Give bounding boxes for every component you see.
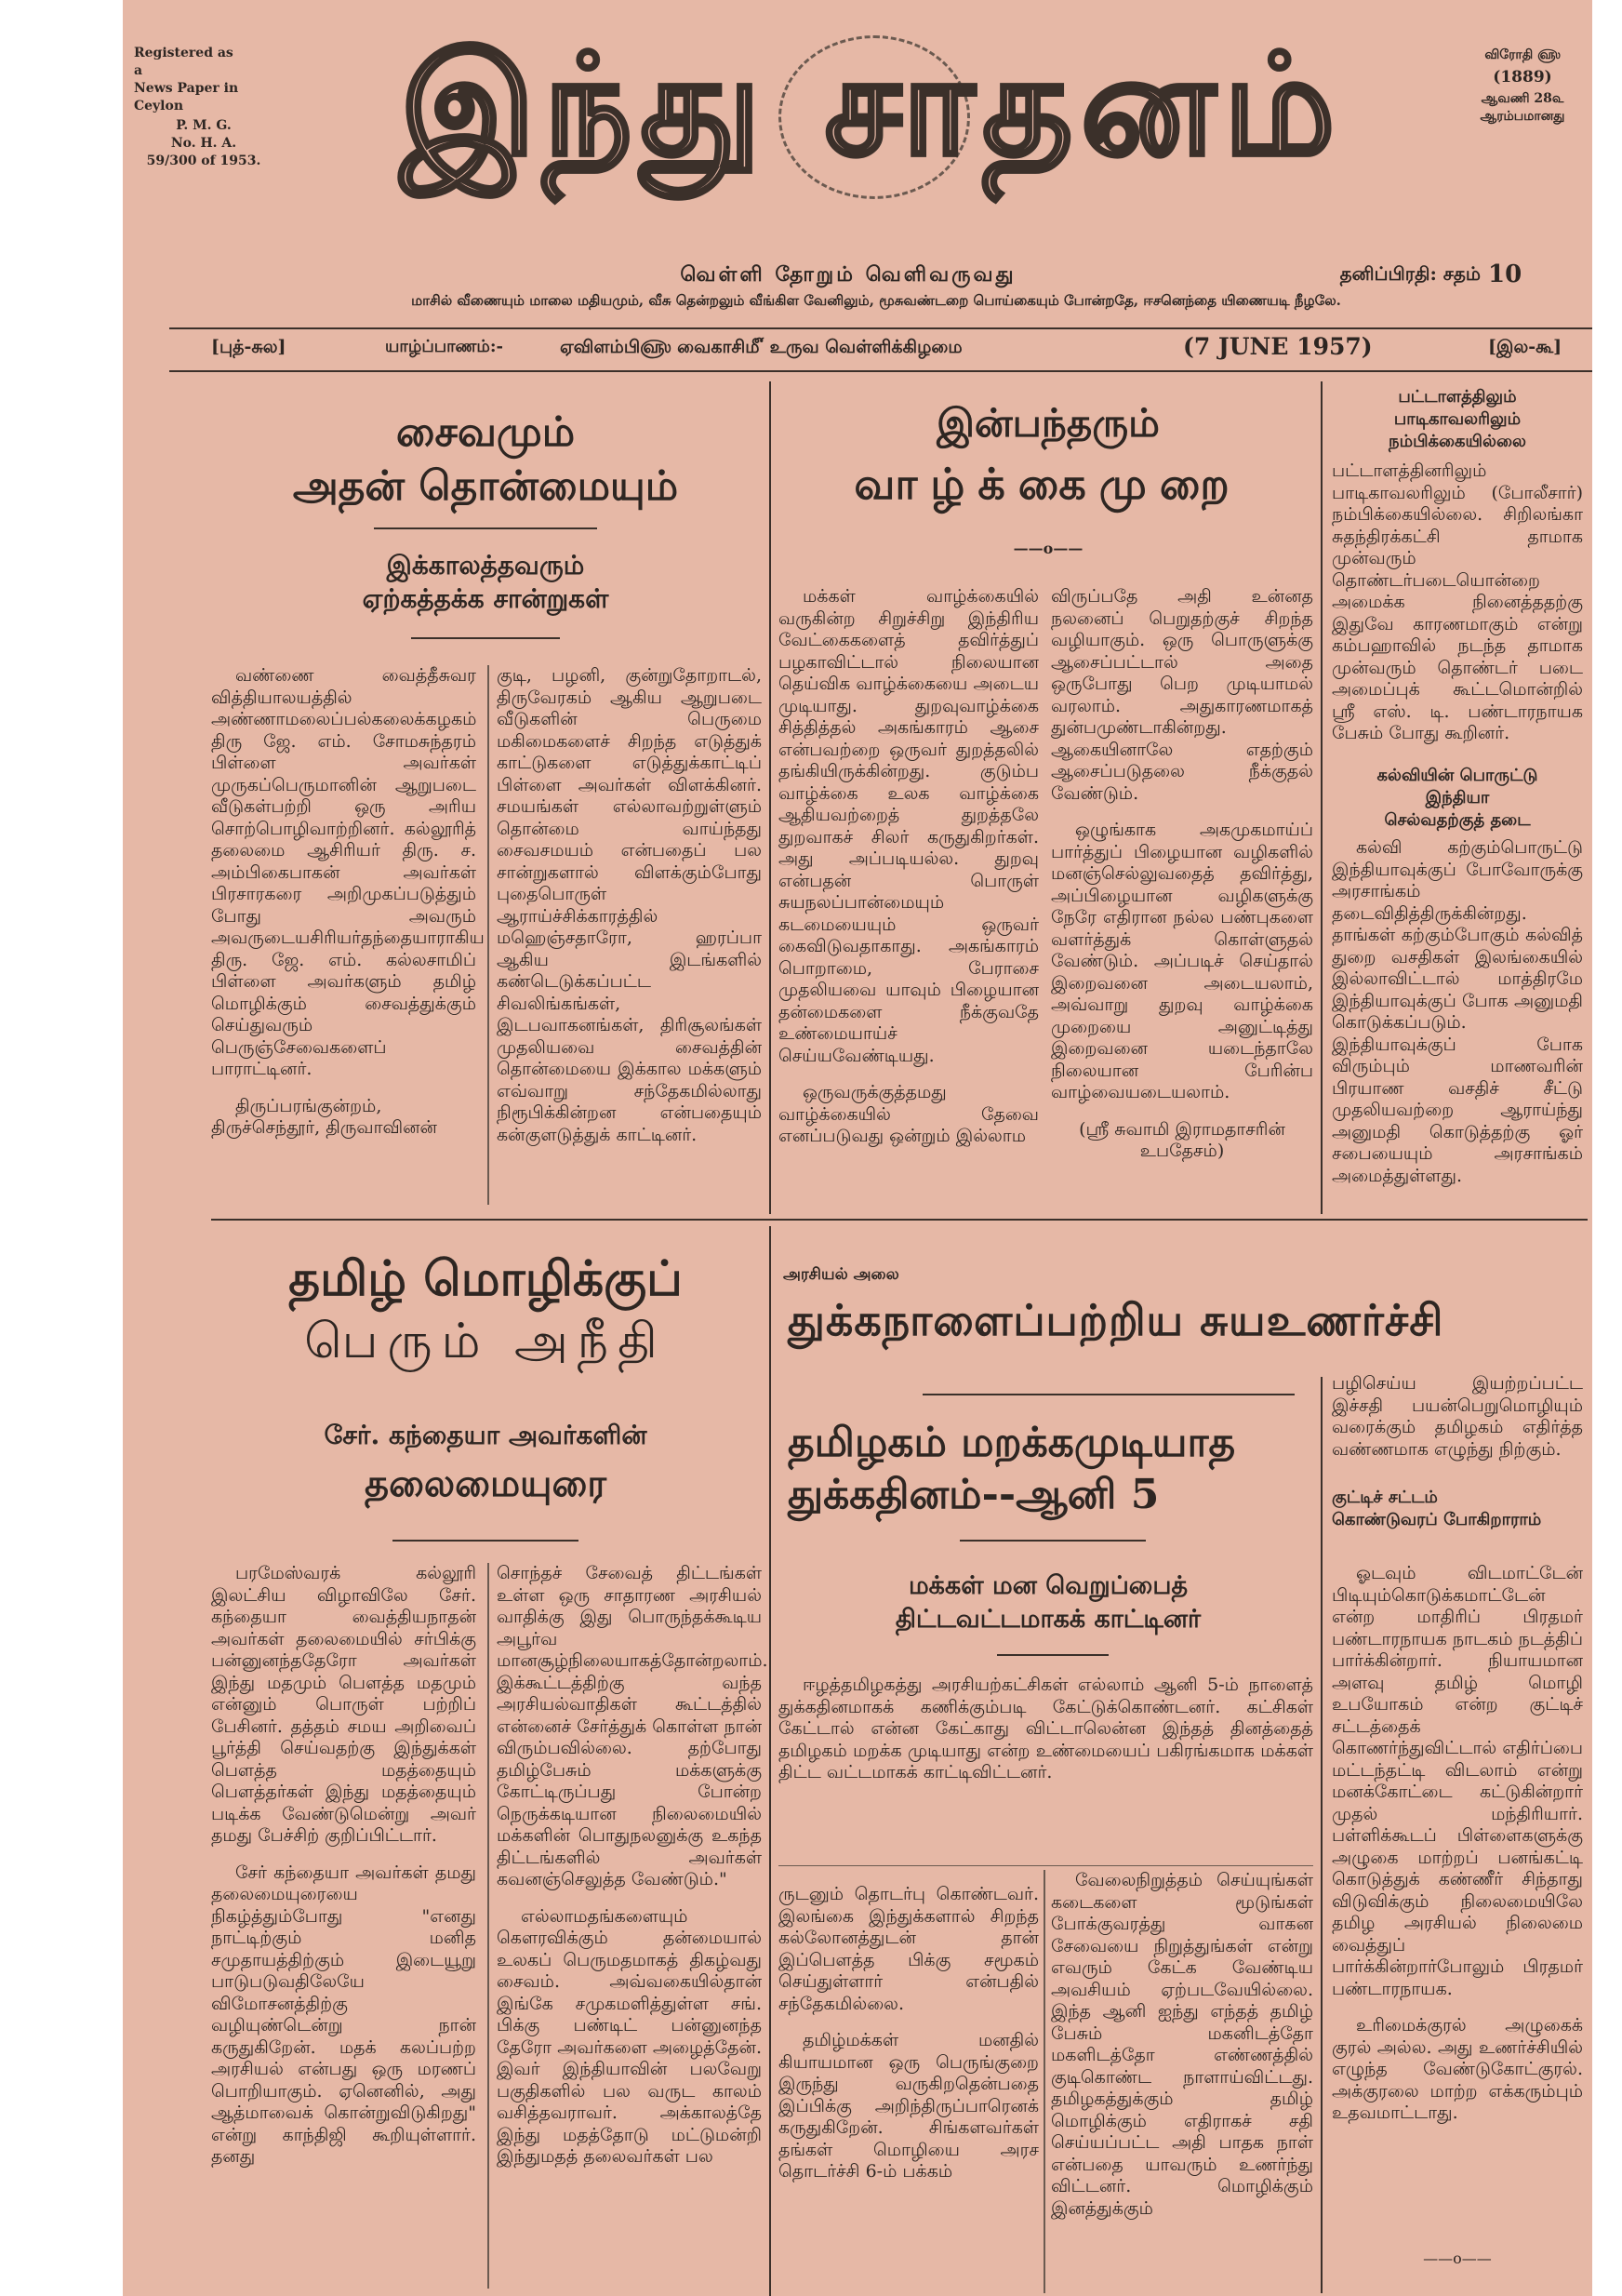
paragraph: ஈழத்தமிழகத்து அரசியற்கட்சிகள் எல்லாம் ஆனி 5-ம் நாளைத் துக்கதினமாகக் கணிக்கும்படி கேட்டுக்கொண்டனர். கட்சிகள் கேட்டால் என்ன கேட்காது விட்டாலென்ன இந்தத் தினத்தைத் தமிழகம் மறக்க முடியாது என்ற உண்மையைப் பகிரங்கமாக மக்கள் திட்ட வட்டமாகக் காட்டிவிட்டனர். — [778, 1675, 1313, 1782]
end-mark: ——o—— — [1423, 2249, 1492, 2267]
head-line: பாடிகாவலரிலும் — [1393, 409, 1522, 429]
paragraph: பழிசெய்ய இயற்றப்பட்ட இச்சதி பயன்பெறுமொழியும் வரைக்கும் தமிழகம் எதிர்த்த வண்ணமாக எழுந்து நிற்கும். — [1332, 1373, 1583, 1460]
tamil-date: ஏவிளம்பி௵ வைகாசி௴ உருவ வெள்ளிக்கிழமை — [560, 337, 963, 357]
paragraph: பட்டாளத்தினரிலும் பாடிகாவலரிலும் (போலீசார்) நம்பிக்கையில்லை. சிறிலங்கா சுதந்திரக்கட்சி தாமாக முன்வரும் தொண்டர்படையொன்றை அமைக்க நினைத்ததற்கு இதுவே காரணமாகும் என்று கம்பஹாவில் நடந்த தாமாக முன்வரும் தொண்டர் படை அமைப்புக் கூட்டமொன்றில் ஸ்ரீ எஸ். டி. பண்டாரநாயக பேசும் போது கூறினர். — [1332, 461, 1583, 743]
subhead-line: கொண்டுவரப் போகிறாராம் — [1332, 1510, 1542, 1529]
article3-text — [1332, 461, 1583, 760]
newspaper-title: இந்து சாதனம் — [400, 23, 1343, 187]
article1-col1 — [211, 665, 485, 1155]
column-rule — [487, 1563, 489, 2289]
column-rule — [769, 381, 771, 1214]
article5-col1 — [778, 1884, 1039, 2198]
divider — [392, 1540, 578, 1542]
paragraph: ஒருவருக்குத்தமது வாழ்க்கையில் தேவை எனப்படுவது ஒன்றும் இல்லாம — [778, 1082, 1039, 1146]
subhead-line: இந்தியா — [1425, 788, 1490, 808]
paragraph: பரமேஸ்வரக் கல்லூரி இலட்சிய விழாவிலே சேர். கந்தையா வைத்தியநாதன் அவர்கள் தலைமையில் சர்பிக்கு பன்னுனந்ததேரோ அவர்கள் இந்து மதமும் பௌத்த மதமும் என்னும் பொருள் பற்றிப் பேசினர். தத்தம் சமய அறிவைப் பூர்த்தி செய்வதற்கு இந்துக்கள் பௌத்த மதத்தையும் பௌத்தர்கள் இந்து மதத்தையும் படிக்க வேண்டுமென்று அவர் தமது பேச்சிற் குறிப்பிட்டார். — [211, 1563, 476, 1846]
article5-headline2-line1: தமிழகம் மறக்கமுடியாத — [788, 1419, 1236, 1466]
article4-col2 — [497, 1563, 768, 2183]
paragraph: உரிமைக்குரல் அழுகைக் குரல் அல்ல. அது உணர்ச்சியில் எழுந்த வேண்டுகோட்குரல். அக்குரலை மாற்ற எக்கரும்பும் உதவமாட்டாது. — [1332, 2015, 1583, 2123]
pmg-line: P. M. G. — [176, 118, 232, 133]
article4-title-line2: பெரும் அநீதி — [304, 1314, 667, 1369]
english-date: (7 JUNE 1957) — [1183, 333, 1373, 360]
pmg-line: No. H. A. — [170, 136, 237, 151]
est-line: (1889) — [1493, 68, 1552, 87]
section-rule — [778, 1865, 1313, 1866]
est-line: ஆரம்பமானது — [1480, 109, 1565, 124]
date-rule-bottom — [169, 370, 1592, 372]
article3-head — [1332, 386, 1583, 453]
article5-headline2-line2: துக்கதினம்--ஆனி 5 — [788, 1471, 1160, 1518]
article1-title-line2: அதன் தொன்மையும் — [292, 462, 679, 510]
divider — [411, 637, 560, 639]
paragraph: மக்கள் வாழ்க்கையில் வருகின்ற சிறுச்சிறு இந்திரிய வேட்கைகளைத் தவிர்த்துப் பழகாவிட்டால் நிலையான தெய்விக வாழ்க்கையை அடைய முடியாது. துறவுவாழ்க்கை சித்தித்தல் அகங்காரம் ஆசை என்பவற்றை ஒருவர் துறத்தலில் தங்கியிருக்கின்றது. குடும்ப வாழ்க்கை உலக வாழ்க்கை ஆதியவற்றைத் துறத்தலே துறவாகச் சிலர் கருதுகிறர்கள். அது அப்படியல்ல. துறவு என்பதன் பொருள் சுயநலப்பான்மையும் கடமையையும் ஒருவர் கைவிடுவதாகாது. அகங்காரம் பொறாமை, பேராசை முதலியவை யாவும் பிழையான தன்மைகளை நீக்குவதே உண்மையாய்ச் செய்யவேண்டியது. — [778, 586, 1039, 1066]
divider — [923, 1394, 1295, 1395]
paragraph: வண்ணை வைத்தீசுவர வித்தியாலயத்தில் அண்ணாமலைப்பல்கலைக்கழகம் திரு ஜே. எம். சோமசுந்தரம் பிள்ளை அவர்கள் முருகப்பெருமானின் ஆறுபடை வீடுகள்பற்றி ஒரு அரிய சொற்பொழிவாற்றினர். கல்லூரித் தலைமை ஆசிரியர் திரு. ச. அம்பிகைபாகன் அவர்கள் பிரசாரகரை அறிமுகப்படுத்தும் போது அவரும் அவருடையசிரியர்தந்தையாராகிய திரு. ஜே. எம். கல்லசாமிப் பிள்ளை அவர்களும் தமிழ் மொழிக்கும் சைவத்துக்கும் செய்துவரும் பெருஞ்சேவைகளைப் பாராட்டினர். — [211, 665, 485, 1079]
price-value: 10 — [1488, 260, 1522, 288]
article4-byline: சேர். கந்தையா அவர்களின் — [324, 1420, 647, 1450]
article2-col2 — [1051, 586, 1313, 1178]
head-line: நம்பிக்கையில்லை — [1389, 432, 1526, 451]
article5-col3-text — [1332, 1563, 1583, 2140]
article5-sub-line2: திட்டவட்டமாகக் காட்டினர் — [895, 1605, 1202, 1634]
paragraph: சொந்தச் சேவைத் திட்டங்கள் உள்ள ஒரு சாதாரண அரசியல் வாதிக்கு இது பொருந்தக்கூடிய அபூர்வ மானசூழ்நிலையாகத்தோன்றலாம். இக்கூட்டத்திற்கு வந்த அரசியல்வாதிகள் கூட்டத்தில் என்னைச் சேர்த்துக் கொள்ள நான் விரும்பவில்லை. தற்போது தமிழ்பேசும் மக்களுக்கு கோட்டிருப்பது போன்ற நெருக்கடியான நிலைமையில் மக்களின் பொதுநலனுக்கு உகந்த திட்டங்களில் அவர்கள் கவனஞ்செலுத்த வேண்டும்." — [497, 1563, 768, 1889]
article3-text2 — [1332, 837, 1583, 1202]
divider — [997, 1654, 1109, 1656]
paragraph: திருப்பரங்குன்றம், திருச்செந்தூர், திருவாவினன் — [211, 1095, 437, 1138]
subhead-line: கல்வியின் பொருட்டு — [1376, 766, 1538, 785]
divider — [960, 1540, 1146, 1542]
article5-col3-top — [1332, 1373, 1583, 1475]
registered-line: Ceylon — [134, 99, 184, 113]
paragraph: கல்வி கற்கும்பொருட்டு இந்தியாவுக்குப் போவோருக்கு அரசாங்கம் தடைவிதித்திருக்கின்றது. தாங்கள் கற்கும்போகும் கல்வித் துறை வசதிகள் இலங்கையில் இல்லாவிட்டால் மாத்திரமே இந்தியாவுக்குப் போக அனுமதி கொடுக்கப்படும். இந்தியாவுக்குப் போக விரும்பும் மாணவரின் பிரயாண வசதிச் சீட்டு முதலியவற்றை ஆராய்ந்து அனுமதி கொடுத்தற்கு ஓர் சபையையும் அரசாங்கம் அமைத்துள்ளது. — [1332, 837, 1583, 1186]
article1-title-line1: சைவமும் — [395, 408, 576, 456]
article5-headline: துக்கநாளைப்பற்றிய சுயஉணர்ச்சி — [788, 1295, 1444, 1345]
date-rule-top — [169, 327, 1592, 329]
column-rule — [1321, 1377, 1323, 2293]
paragraph: எல்லாமதங்களையும் கௌரவிக்கும் தன்மையால் உலகப் பெருமதமாகத் திகழ்வது சைவம். அவ்வகையில்தான் இங்கே சமுகமளித்துள்ள சங். பிக்கு பண்டிட் பன்னுனந்த தேரோ அவர்களை அழைத்தேன். இவர் இந்தியாவின் பலவேறு பகுதிகளில் பல வருட காலம் வசித்தவராவர். அக்காலத்தே இந்து மதத்தோடு மட்டுமன்றி இந்துமதத் தலைவர்கள் பல — [497, 1905, 762, 2167]
paragraph: வேலைநிறுத்தம் செய்யுங்கள் கடைகளை மூடுங்கள் போக்குவரத்து வாகன சேவையை நிறுத்துங்கள் என்று எவரும் கேட்க வேண்டிய அவசியம் ஏற்படவேயில்லை. இந்த ஆனி ஐந்து எந்தத் தமிழ் பேசும் மகனிடத்தோ மகளிடத்தோ எண்ணத்தில் குடிகொண்ட நாளாய்விட்டது. தமிழகத்துக்கும் தமிழ் மொழிக்கும் எதிராகச் சதி செய்யப்பட்ட அதி பாதக நாள் என்பதை யாவரும் உணர்ந்து விட்டனர். மொழிக்கும் இனத்துக்கும் — [1051, 1870, 1313, 2219]
subhead-line: செல்வதற்குத் தடை — [1384, 810, 1531, 830]
tagline: வெள்ளி தோறும் வெளிவருவது — [680, 262, 1017, 287]
article1-col2 — [497, 665, 762, 1161]
article2-col1 — [778, 586, 1039, 1163]
registered-line: News Paper in — [134, 81, 239, 96]
issue-number: [இல-கூ] — [1488, 337, 1562, 357]
paragraph: ஓடவும் விடமாட்டேன் பிடியும்கொடுக்கமாட்டேன் என்ற மாதிரிப் பிரதமர் பண்டாரநாயக நாடகம் நடத்திப் பார்க்கின்றார். நியாயமான அளவு தமிழ் மொழி உபயோகம் என்ற குட்டிச் சட்டத்தைக் கொணர்ந்துவிட்டால் எதிர்ப்பை மட்டந்தட்டி விடலாம் என்று மனக்கோட்டை கட்டுகின்றார் முதல் மந்திரியார். பள்ளிக்கூடப் பிள்ளைகளுக்கு அழுகை மாற்றப் பனங்கட்டி கொடுத்துக் கண்ணீர் சிந்தாது விடுவிக்கும் நிலைமையிலே தமிழ அரசியல் நிலைமை வைத்துப் பார்க்கின்றார்போலும் பிரதமர் பண்டாரநாயக. — [1332, 1563, 1583, 1999]
pmg-line: 59/300 of 1953. — [146, 154, 261, 168]
est-line: ஆவணி 28௳ — [1481, 91, 1564, 106]
article5-col2 — [1051, 1870, 1313, 2235]
paragraph: ஒழுங்காக அகமுகமாய்ப் பார்த்துப் பிழையான வழிகளில் மனஞ்செல்லுவதைத் தவிர்த்து, அப்பிழையான வழிகளுக்கு நேரே எதிரான நல்ல பண்புகளை வளர்த்துக் கொள்ளுதல் வேண்டும். அப்படிச் செய்தால் இறைவனை அடையலாம், அவ்வாறு துறவு வாழ்க்கை முறையை அனுட்டித்து இறைவனை யடைந்தாலே நிலையான பேரின்ப வாழ்வையடையலாம். — [1051, 820, 1313, 1102]
subhead-line: குட்டிச் சட்டம் — [1332, 1488, 1438, 1507]
divider — [374, 527, 597, 529]
motto: மாசில் வீணையும் மாலை மதியமும், வீசு தென்றலும் வீங்கிள வேனிலும், மூசுவண்டறை பொய்கையும் போன்றதே, ஈசனெந்தை யிணையடி நீழலே. — [411, 292, 1341, 309]
date-left: [புத்-சுல] — [211, 337, 286, 357]
establishment-note — [1462, 47, 1583, 126]
paragraph: குடி, பழனி, குன்றுதோறாடல், திருவேரகம் ஆகிய ஆறுபடை வீடுகளின் பெருமை மகிமைகளைச் சிறந்த எடுத்துக் காட்டுகளை எடுத்துக்காட்டிப் பிள்ளை அவர்கள் விளக்கினர். சமயங்கள் எல்லாவற்றுள்ளும் தொன்மை வாய்ந்தது சைவசமயம் என்பதைப் பல சான்றுகளால் விளக்கும்போது புதைபொருள் ஆராய்ச்சிக்காரத்தில் மஹெஞ்சதாரோ, ஹரப்பா ஆகிய இடங்களில் கண்டெடுக்கப்பட்ட சிவலிங்கங்கள், இடபவாகனங்கள், திரிசூலங்கள் முதலியவை சைவத்தின் தொன்மையை இக்கால மக்களும் எவ்வாறு சந்தேகமில்லாது நிரூபிக்கின்றன என்பதையும் கன்குளடுத்துக் காட்டினர். — [497, 665, 762, 1145]
article5-kicker: அரசியல் அலை — [783, 1265, 899, 1284]
article3-subhead — [1332, 765, 1583, 832]
column-rule — [487, 665, 489, 1205]
column-rule — [1044, 1870, 1045, 2293]
est-line: விரோதி ௵ — [1484, 47, 1561, 62]
attribution: (ஸ்ரீ சுவாமி இராமதாசரின் உபதேசம்) — [1079, 1118, 1285, 1161]
article4-byline2: தலைமையுரை — [365, 1462, 606, 1505]
paragraph: ருடனும் தொடர்பு கொண்டவர். இலங்கை இந்துக்களால் சிறந்த கல்லோனத்துடன் தான் இப்பௌத்த பிக்கு சமூகம் செய்துள்ளார் என்பதில் சந்தேகமில்லை. — [778, 1884, 1039, 2014]
article1-sub-line1: இக்காலத்தவரும் — [386, 550, 585, 581]
article5-intro — [778, 1675, 1313, 1799]
city: யாழ்ப்பாணம்:- — [385, 337, 504, 356]
column-rule — [769, 1226, 771, 2296]
article2-divider: ——o—— — [1013, 540, 1084, 557]
section-rule — [211, 1219, 1588, 1221]
paragraph: சேர் கந்தையா அவர்கள் தமது தலைமையுரையை நிகழ்த்தும்போது "எனது நாட்டிற்கும் மனித சமுதாயத்திற்கும் இடையூறு பாடுபடுவதிலேயே விமோசனத்திற்கு வழியுண்டென்று நான் கருதுகிறேன். மதக் கலப்பற்ற அரசியல் என்பது ஒரு மரணப் பொறியாகும். ஏனெனில், அது ஆத்மாவைக் கொன்றுவிடுகிறது" என்று காந்திஜி கூறியுள்ளார். தனது — [211, 1862, 476, 2167]
head-line: பட்டாளத்திலும் — [1398, 387, 1517, 407]
article5-sub-line1: மக்கள் மன வெறுப்பைத் — [908, 1571, 1189, 1600]
newspaper-page — [123, 0, 1592, 2296]
article2-title-line2: வாழ்க்கைமுறை — [854, 459, 1243, 509]
masthead — [351, 7, 1392, 198]
article5-col3-head — [1332, 1487, 1583, 1531]
article4-title-line1: தமிழ் மொழிக்குப் — [288, 1250, 683, 1307]
registration-note — [134, 45, 246, 115]
article4-col1 — [211, 1563, 476, 2183]
pmg-note — [143, 117, 264, 170]
article1-sub-line2: ஏற்கத்தக்க சான்றுகள் — [362, 583, 609, 614]
column-rule — [1321, 381, 1323, 1214]
price-label: தனிப்பிரதி: சதம் — [1339, 262, 1481, 285]
registered-line: Registered as a — [134, 46, 233, 78]
paragraph: தமிழ்மக்கள் மனதில் கியாயமான ஒரு பெருங்குறை இருந்து வருகிறதென்பதை இப்பிக்கு அறிந்திருப்பாரெனக் கருதுகிறேன். சிங்களவர்கள் தங்கள் மொழியை அரச தொடர்ச்சி 6-ம் பக்கம் — [778, 2030, 1039, 2182]
paragraph: விருப்பதே அதி உன்னத நலனைப் பெறுதற்குச் சிறந்த வழியாகும். ஒரு பொருளுக்கு ஆசைப்பட்டால் அதை ஒருபோது பெற முடியாமல் வரலாம். அதுகாரணமாகத் துன்பமுண்டாகின்றது. ஆகையினாலே எதற்கும் ஆசைப்படுதலை நீக்குதல் வேண்டும். — [1051, 586, 1313, 804]
article2-title-line1: இன்பந்தரும் — [937, 400, 1160, 446]
